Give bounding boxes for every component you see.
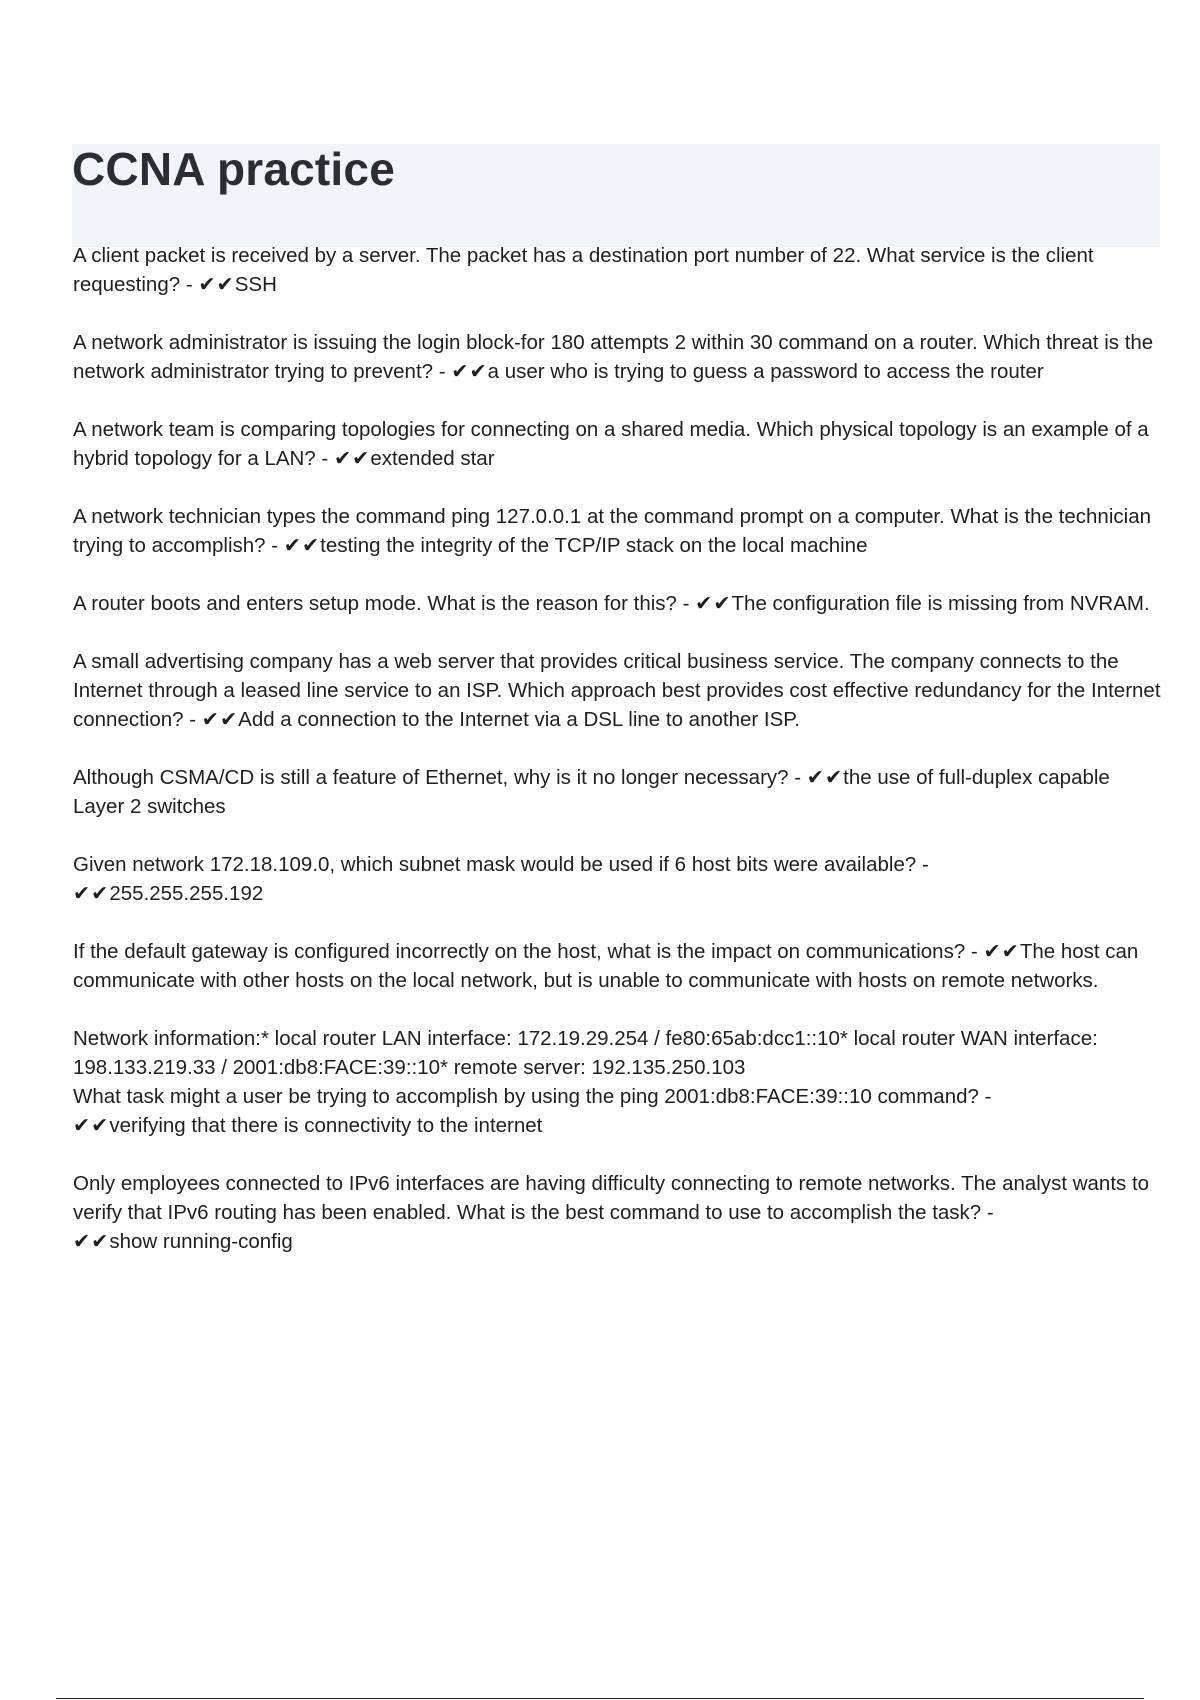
answer-text: 255.255.255.192 <box>109 882 264 905</box>
qa-list <box>73 241 1163 1285</box>
check-icon: ✔✔ <box>198 273 235 296</box>
check-icon: ✔✔ <box>806 766 844 789</box>
answer-text: Add a connection to the Internet via a DSL line to another ISP. <box>238 708 800 731</box>
question-text: A router boots and enters setup mode. What is the reason for this? - <box>73 592 696 615</box>
check-icon: ✔✔ <box>333 447 371 470</box>
qa-item <box>73 647 1163 734</box>
question-text: A small advertising company has a web server that provides critical business service. The company connects to the Internet through a leased line service to an ISP. Which approach best provides cost effective redundancy for the Internet connection? - <box>73 650 1161 731</box>
qa-item <box>73 415 1163 473</box>
answer-text: verifying that there is connectivity to the internet <box>109 1114 543 1137</box>
qa-item <box>73 502 1163 560</box>
check-icon: ✔✔ <box>983 940 1020 963</box>
answer-text: The host can communicate with other hosts on the local network, but is unable to communicate with hosts on remote networks. <box>73 940 1139 992</box>
answer-text: the use of full-duplex capable Layer 2 switches <box>73 766 1110 818</box>
question-text: A client packet is received by a server. The packet has a destination port number of 22. What service is the client requesting? - <box>73 244 1094 296</box>
question-text: Given network 172.18.109.0, which subnet mask would be used if 6 host bits were available? - <box>73 853 929 876</box>
question-text: Although CSMA/CD is still a feature of Ethernet, why is it no longer necessary? - <box>73 766 807 789</box>
page-title: CCNA practice <box>72 143 395 195</box>
check-icon: ✔✔ <box>73 882 110 905</box>
qa-item <box>73 589 1163 618</box>
qa-item <box>73 937 1163 995</box>
question-text: A network team is comparing topologies for connecting on a shared media. Which physical topology is an example of a hybrid topology for a LAN? - <box>73 418 1149 470</box>
question-text: A network technician types the command ping 127.0.0.1 at the command prompt on a computer. What is the technician trying to accomplish? - <box>73 505 1151 557</box>
question-text: What task might a user be trying to accomplish by using the ping 2001:db8:FACE:39::10 command? - <box>73 1085 992 1108</box>
qa-item <box>73 241 1163 299</box>
check-icon: ✔✔ <box>283 534 321 557</box>
check-icon: ✔✔ <box>451 360 488 383</box>
qa-item <box>73 763 1163 821</box>
check-icon: ✔✔ <box>201 708 239 731</box>
qa-item <box>73 850 1163 908</box>
answer-text: extended star <box>370 447 495 470</box>
network-info-text: Network information:* local router LAN interface: 172.19.29.254 / fe80:65ab:dcc1::10* local router WAN interface: 198.133.219.33 / 2001:db8:FACE:39::10* remote server: 192.135.250.103 <box>73 1027 1098 1079</box>
check-icon: ✔✔ <box>695 592 732 615</box>
question-text: A network administrator is issuing the login block-for 180 attempts 2 within 30 command on a router. Which threat is the network administrator trying to prevent? - <box>73 331 1154 383</box>
check-icon: ✔✔ <box>73 1114 110 1137</box>
question-text: If the default gateway is configured incorrectly on the host, what is the impact on communications? - <box>73 940 984 963</box>
qa-item <box>73 1024 1163 1140</box>
answer-text: a user who is trying to guess a password to access the router <box>487 360 1044 383</box>
answer-text: testing the integrity of the TCP/IP stack on the local machine <box>320 534 868 557</box>
footer-divider <box>56 1698 1144 1699</box>
qa-item <box>73 328 1163 386</box>
answer-text: SSH <box>234 273 277 296</box>
answer-text: The configuration file is missing from NVRAM. <box>731 592 1150 615</box>
qa-item <box>73 1169 1163 1256</box>
answer-text: show running-config <box>109 1230 293 1253</box>
check-icon: ✔✔ <box>73 1230 110 1253</box>
question-text: Only employees connected to IPv6 interfaces are having difficulty connecting to remote networks. The analyst wants to verify that IPv6 routing has been enabled. What is the best command to use to accomplish the task? - <box>73 1172 1150 1224</box>
